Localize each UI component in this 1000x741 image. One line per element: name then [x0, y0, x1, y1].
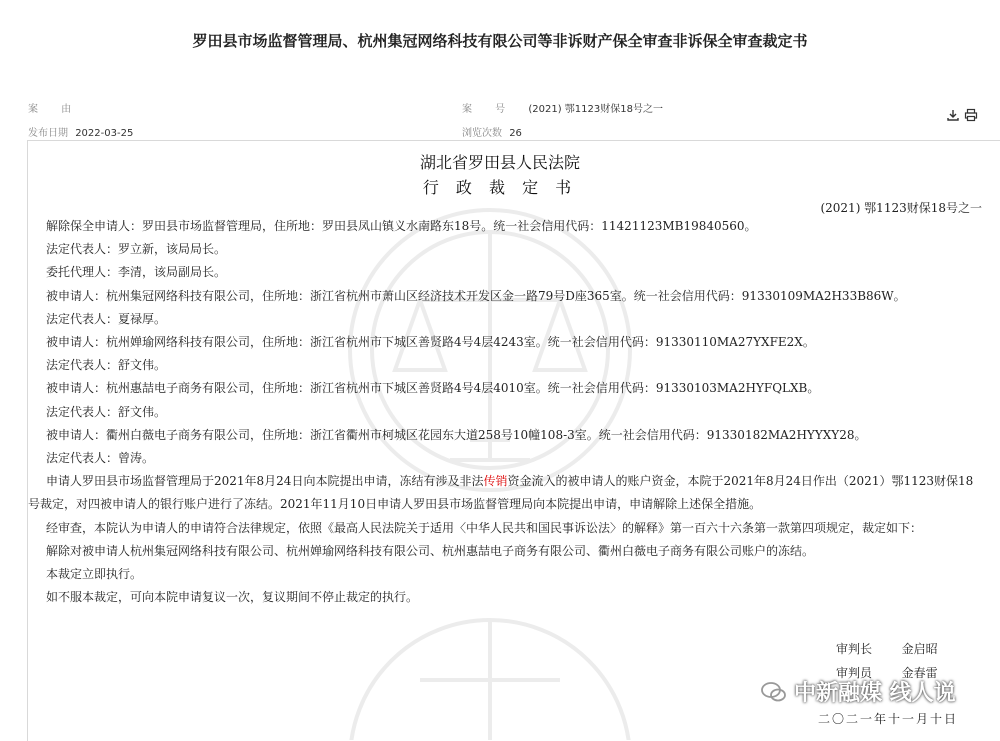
execution-paragraph: 本裁定立即执行。 — [46, 567, 143, 582]
party-line: 被申请人：杭州集冠网络科技有限公司，住所地：浙江省杭州市萧山区经济技术开发区金一路79号D座365室。统一社会信用代码：91330109MA2H33B86W。 — [46, 288, 906, 303]
date-value: 2022-03-25 — [75, 128, 134, 139]
views-label: 浏览次数 — [462, 128, 502, 139]
document-type: 行 政 裁 定 书 — [422, 178, 578, 197]
facts-text-b: 资金流入的被申请人的账户资金，本院于2021年8月24日作出（2021）鄂1123财保18号裁定，对四被申请人的银行账户进行了冻结。2021年11月10日申请人罗田县市场监督管理局向本院提出申请，申请解除上述保全措施。 — [28, 474, 974, 512]
appeal-paragraph: 如不服本裁定，可向本院申请复议一次，复议期间不停止裁定的执行。 — [46, 590, 419, 605]
cause-label: 案 由 — [28, 104, 82, 115]
judge-name: 金启昭 — [901, 642, 938, 656]
download-icon[interactable] — [946, 108, 960, 122]
document-case-number: (2021) 鄂1123财保18号之一 — [820, 201, 982, 215]
party-line: 法定代表人：罗立新，该局局长。 — [46, 242, 227, 257]
party-line: 法定代表人：曾涛。 — [46, 451, 155, 466]
court-name: 湖北省罗田县人民法院 — [419, 153, 580, 172]
view-count — [462, 124, 522, 139]
page-title: 罗田县市场监督管理局、杭州集冠网络科技有限公司等非诉财产保全审查非诉保全审查裁定书 — [192, 32, 808, 50]
party-line: 委托代理人：李清，该局副局长。 — [46, 265, 227, 280]
party-line: 被申请人：杭州婵瑜网络科技有限公司，住所地：浙江省杭州市下城区善贤路4号4层4243室。统一社会信用代码：91330110MA27YXFE2X。 — [46, 335, 815, 350]
wechat-icon — [760, 680, 788, 704]
source-watermark — [760, 676, 956, 707]
publish-date — [28, 124, 133, 139]
ruling-paragraph: 解除对被申请人杭州集冠网络科技有限公司、杭州婵瑜网络科技有限公司、杭州惠喆电子商务有限公司、衢州白薇电子商务有限公司账户的冻结。 — [46, 543, 815, 558]
ruling-date: 二〇二一年十一月十日 — [818, 712, 959, 726]
reasoning-paragraph: 经审查，本院认为申请人的申请符合法律规定，依照《最高人民法院关于适用〈中华人民共和国民事诉讼法〉的解释》第一百六十六条第一款第四项规定，裁定如下： — [46, 520, 923, 535]
court-emblem-watermark-lower — [330, 600, 650, 740]
document-body — [28, 215, 978, 609]
toolbar — [946, 108, 978, 122]
case-value: (2021) 鄂1123财保18号之一 — [528, 104, 663, 115]
print-icon[interactable] — [964, 108, 978, 122]
facts-text-a: 申请人罗田县市场监督管理局于2021年8月24日向本院提出申请，冻结有涉及非法 — [46, 474, 484, 489]
watermark-text: 中新融媒 线人说 — [794, 681, 956, 706]
party-line: 被申请人：衢州白薇电子商务有限公司，住所地：浙江省衢州市柯城区花园东大道258号10幢108-3室。统一社会信用代码：91330182MA2HYYXY28。 — [46, 427, 867, 442]
case-label: 案 号 — [462, 104, 516, 115]
party-line: 法定代表人：舒文伟。 — [46, 358, 167, 373]
party-line: 法定代表人：舒文伟。 — [46, 404, 167, 419]
facts-paragraph — [28, 470, 978, 516]
case-cause — [28, 100, 91, 115]
judge2-name: 金春雷 — [901, 666, 938, 680]
judge-label: 审判长 — [836, 642, 873, 656]
case-number — [462, 100, 663, 115]
highlighted-term: 传销 — [483, 474, 508, 489]
party-line: 法定代表人：夏禄厚。 — [46, 311, 167, 326]
party-line: 解除保全申请人：罗田县市场监督管理局，住所地：罗田县凤山镇义水南路东18号。统一社会信用代码：11421123MB19840560。 — [46, 219, 757, 233]
judge2-label: 审判员 — [836, 666, 873, 680]
date-label: 发布日期 — [28, 128, 68, 139]
presiding-judge — [836, 640, 938, 657]
views-value: 26 — [509, 128, 522, 139]
party-line: 被申请人：杭州惠喆电子商务有限公司，住所地：浙江省杭州市下城区善贤路4号4层4010室。统一社会信用代码：91330103MA2HYFQLXB。 — [46, 381, 820, 396]
